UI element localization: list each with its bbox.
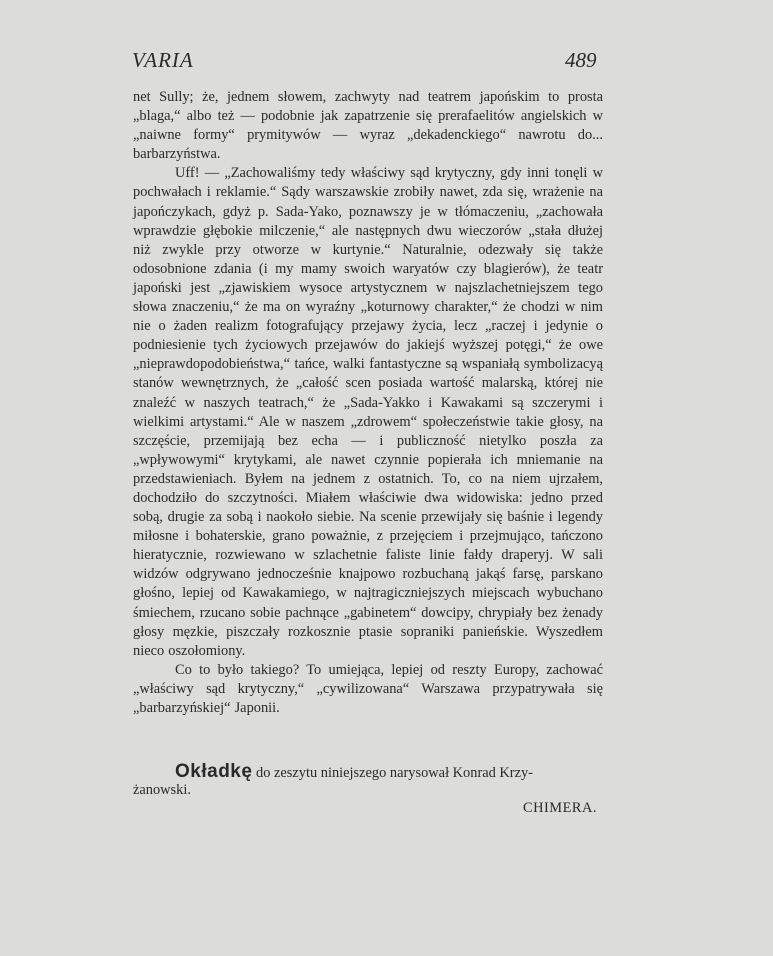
cover-credit-note [175, 762, 603, 783]
page-number: 489 [565, 48, 597, 72]
running-header-section: VARIA [132, 48, 194, 72]
paragraph-1: net Sully; że, jednem słowem, zachwyty nad teatrem japońskim to prosta „blaga,“ albo też — podobnie jak zapatrzenie się prerafaelitów angielskich w „naiwne formy“ prymitywów — wyraz „dekadenckiego“ nawrotu do... barbarzyństwa. [133, 89, 603, 163]
cover-credit-text: do zeszytu niniejszego narysował Konrad Krzy- [256, 765, 533, 781]
cover-credit-continuation: żanowski. [133, 782, 191, 798]
article-body [133, 88, 603, 718]
paragraph-3: Co to było takiego? To umiejąca, lepiej od reszty Europy, zachować „właściwy sąd krytyczny,“ „cywilizowana“ Warszawa przypatrywała się „barbarzyńskiej“ Japonii. [133, 661, 603, 716]
signature: CHIMERA. [523, 800, 597, 816]
cover-credit-lead: Okładkę [175, 761, 253, 782]
paragraph-2: Uff! — „Zachowaliśmy tedy właściwy sąd krytyczny, gdy inni tonęli w pochwałach i reklamie.“ Sądy warszawskie zrobiły nawet, zda się, wrażenie na japończykach, gdyż p. Sada-Yako, poznawszy je w tłómaczeniu, „zachowała wprawdzie głębokie milczenie,“ ale następnych dwu wieczorów „stała dłużej niż zwykle przy otworze w kurtynie.“ Naturalnie, odezwały się także odosobnione zdania (i my mamy swoich waryatów czy blagierów), że teatr japoński jest „zjawiskiem wysoce artystycznem w najszlachetniejszem tego słowa znaczeniu,“ że ma on wyraźny „koturnowy charakter,“ że chodzi w nim nie o żaden realizm fotografujący przejawy życia, lecz „raczej i jedynie o podniesienie tych życiowych przejawów do jakiejś wyższej potęgi,“ że owe „nieprawdopodobieństwa,“ tańce, walki fantastyczne są wspaniałą symbolizacyą stanów wewnętrznych, że „całość scen posiada wartość malarską, której nie znaleźć w naszych teatrach,“ że „Sada-Yakko i Kawakami są szczerymi i wielkimi artystami.“ Ale w naszem „zdrowem“ społeczeństwie takie głosy, na szczęście, przemijają bez echa — i publiczność nietylko poszła za „wpływowymi“ krytykami, ale nawet czynnie popierała ich mniemanie na przedstawieniach. Byłem na jednem z ostatnich. To, co na niem ujrzałem, dochodziło do szczytności. Miałem właściwie dwa widowiska: jedno przed sobą, drugie za sobą i naokoło siebie. Na scenie przewijały się baśnie i legendy miłosne i bohaterskie, grano poważnie, z przejęciem i przejmująco, tańczono hieratycznie, rozwiewano w szlachetnie faliste linie fałdy draperyj. W sali widzów odgrywano jednocześnie knajpowo rozbuchaną jakąś farsę, parskano głośno, lepiej od Kawakamiego, w najtragiczniejszych miejscach wybuchano śmiechem, rzucano sobie pachnące „gabinetem“ dowcipy, chrypiały bez żenady głosy męzkie, piszczały rozkosznie ptasie sopraniki panieńskie. Wyszedłem nieco oszołomiony. [133, 165, 603, 659]
